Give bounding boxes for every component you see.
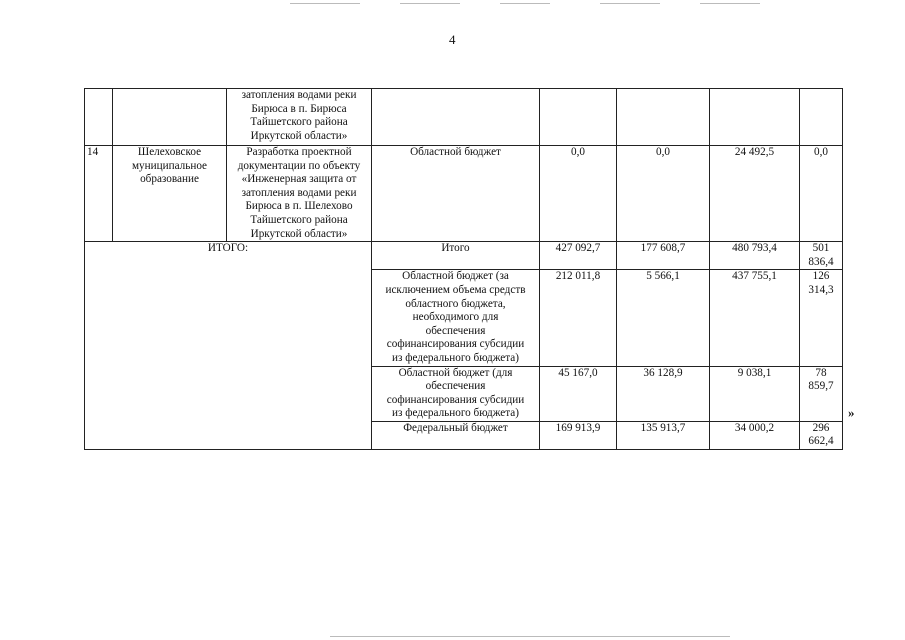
- source-cell: Федеральный бюджет: [372, 421, 540, 449]
- value-cell: 34 000,2: [710, 421, 800, 449]
- scan-artifact-line: [290, 3, 360, 4]
- table-row-continued: [85, 89, 843, 146]
- scan-artifact-line: [700, 3, 760, 4]
- value-cell: 177 608,7: [617, 242, 710, 270]
- source-cell: [372, 89, 540, 146]
- total-row-itogo: [85, 242, 843, 270]
- total-label-cell: ИТОГО:: [85, 242, 372, 450]
- value-cell: 45 167,0: [540, 366, 617, 421]
- value-cell: 480 793,4: [710, 242, 800, 270]
- budget-table: [84, 88, 843, 450]
- value-cell: [540, 89, 617, 146]
- value-cell: 169 913,9: [540, 421, 617, 449]
- row-number-cell: 14: [85, 146, 113, 242]
- closing-quote-mark: »: [848, 405, 855, 420]
- description-cell: Разработка проектной документации по объекту «Инженерная защита от затопления водами реки Бирюса в п. Шелехово Тайшетского района Иркутской области»: [227, 146, 372, 242]
- value-cell: 0,0: [540, 146, 617, 242]
- value-cell: 212 011,8: [540, 270, 617, 366]
- value-cell: 296 662,4: [800, 421, 843, 449]
- value-cell: 437 755,1: [710, 270, 800, 366]
- value-cell: 78 859,7: [800, 366, 843, 421]
- source-cell: Областной бюджет (для обеспечения софинансирования субсидии из федерального бюджета): [372, 366, 540, 421]
- description-cell: затопления водами реки Бирюса в п. Бирюса Тайшетского района Иркутской области»: [227, 89, 372, 146]
- value-cell: [800, 89, 843, 146]
- value-cell: 135 913,7: [617, 421, 710, 449]
- value-cell: 5 566,1: [617, 270, 710, 366]
- value-cell: 501 836,4: [800, 242, 843, 270]
- source-cell: Итого: [372, 242, 540, 270]
- scan-artifact-line: [500, 3, 550, 4]
- municipality-cell: [113, 89, 227, 146]
- page-number: 4: [449, 32, 456, 47]
- value-cell: 427 092,7: [540, 242, 617, 270]
- table-row-14: [85, 146, 843, 242]
- scan-artifact-line: [330, 636, 730, 637]
- municipality-cell: Шелеховское муниципальное образование: [113, 146, 227, 242]
- value-cell: [617, 89, 710, 146]
- source-cell: Областной бюджет (за исключением объема средств областного бюджета, необходимого для обеспечения софинансирования субсидии из федерального бюджета): [372, 270, 540, 366]
- value-cell: 9 038,1: [710, 366, 800, 421]
- value-cell: 24 492,5: [710, 146, 800, 242]
- value-cell: 36 128,9: [617, 366, 710, 421]
- value-cell: 0,0: [617, 146, 710, 242]
- value-cell: 0,0: [800, 146, 843, 242]
- scan-artifact-line: [600, 3, 660, 4]
- value-cell: 126 314,3: [800, 270, 843, 366]
- row-number-cell: [85, 89, 113, 146]
- value-cell: [710, 89, 800, 146]
- scan-artifact-line: [400, 3, 460, 4]
- source-cell: Областной бюджет: [372, 146, 540, 242]
